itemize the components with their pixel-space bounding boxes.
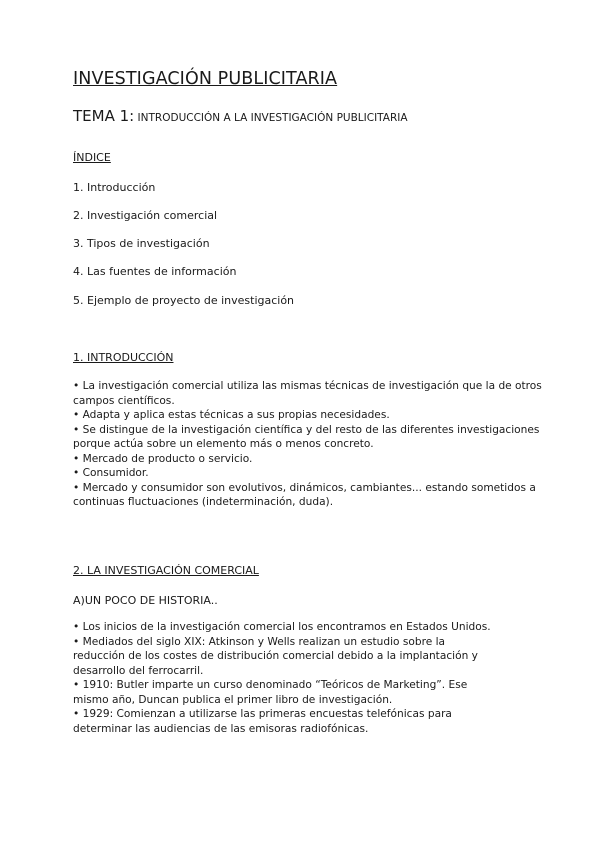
paragraph-line: • Se distingue de la investigación científica y del resto de las diferentes investigaciones — [73, 423, 540, 436]
index-item: 5. Ejemplo de proyecto de investigación — [73, 294, 295, 307]
document-title: INVESTIGACIÓN PUBLICITARIA — [73, 69, 338, 89]
paragraph-line: desarrollo del ferrocarril. — [73, 664, 204, 677]
paragraph-line: • 1910: Butler imparte un curso denominado “Teóricos de Marketing”. Ese — [73, 679, 468, 691]
topic-name: INTRODUCCIÓN A LA INVESTIGACIÓN PUBLICITARIA — [134, 112, 408, 124]
paragraph-line: • Los inicios de la investigación comercial los encontramos en Estados Unidos. — [73, 621, 491, 633]
index-item: 2. Investigación comercial — [73, 209, 218, 222]
topic-number: TEMA 1: — [73, 107, 135, 125]
paragraph-line: mismo año, Duncan publica el primer libro de investigación. — [73, 693, 393, 706]
section-body-introduccion — [73, 379, 542, 510]
index-item: 1. Introducción — [73, 181, 156, 194]
paragraph-line: continuas fluctuaciones (indeterminación, duda). — [73, 496, 334, 508]
paragraph-line: • Adapta y aplica estas técnicas a sus propias necesidades. — [73, 409, 390, 421]
index-heading: ÍNDICE — [73, 151, 111, 164]
index-item: 4. Las fuentes de información — [73, 265, 237, 278]
paragraph-line: • 1929: Comienzan a utilizarse las primeras encuestas telefónicas para — [73, 708, 452, 720]
paragraph-line: • Mercado y consumidor son evolutivos, dinámicos, cambiantes... estando sometidos a — [73, 481, 536, 494]
paragraph-line: • Consumidor. — [73, 467, 149, 479]
paragraph-line: • Mediados del siglo XIX: Atkinson y Wells realizan un estudio sobre la — [73, 635, 446, 648]
topic-heading — [73, 106, 408, 125]
paragraph-line: • La investigación comercial utiliza las mismas técnicas de investigación que la de otros — [73, 380, 542, 392]
paragraph-line: reducción de los costes de distribución comercial debido a la implantación y — [73, 650, 478, 662]
paragraph-line: porque actúa sobre un elemento más o menos concreto. — [73, 438, 374, 450]
index-item: 3. Tipos de investigación — [73, 237, 210, 250]
section-heading-investigacion-comercial: 2. LA INVESTIGACIÓN COMERCIAL — [73, 564, 259, 577]
paragraph-line: determinar las audiencias de las emisoras radiofónicas. — [73, 722, 369, 735]
paragraph-line: campos científicos. — [73, 394, 175, 407]
subsection-heading-historia: A)UN POCO DE HISTORIA.. — [73, 594, 218, 607]
section-body-historia — [73, 620, 491, 736]
paragraph-line: • Mercado de producto o servicio. — [73, 452, 253, 465]
section-heading-introduccion: 1. INTRODUCCIÓN — [73, 351, 174, 364]
